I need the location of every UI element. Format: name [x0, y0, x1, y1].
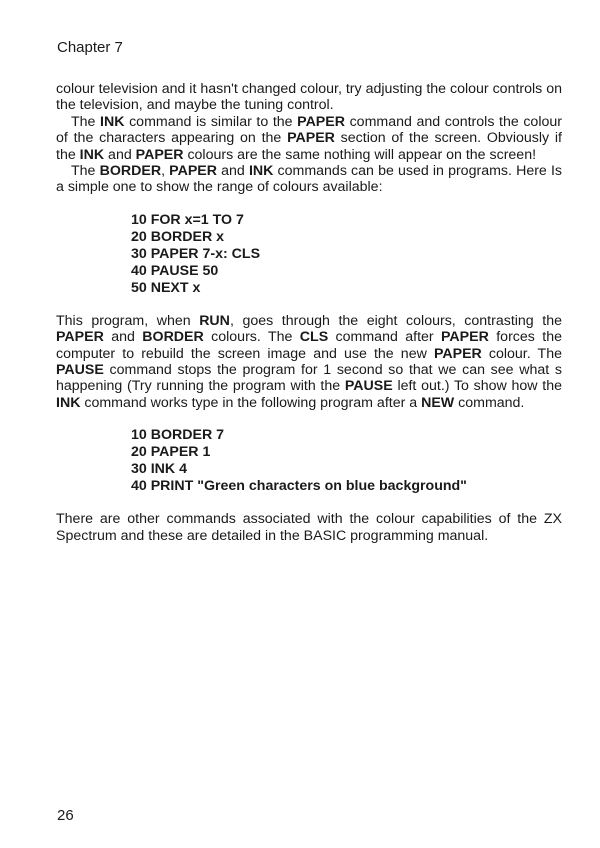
keyword: INK: [248, 163, 274, 180]
text-run: commands can be used in programs. Here Is a simple one to show the range of colours available:: [56, 163, 562, 196]
keyword: PAPER: [433, 345, 482, 362]
text-run: command and controls the colour of the characters appearing on the: [56, 113, 562, 147]
keyword: INK: [100, 113, 125, 130]
text-run: section of the screen. Obviously if the: [56, 130, 562, 163]
text-run: command.: [454, 394, 525, 411]
keyword: INK: [79, 146, 105, 163]
keyword: PAPER: [169, 163, 217, 180]
paragraph: [56, 163, 562, 196]
text-run: The: [71, 163, 100, 180]
paragraph: [56, 114, 562, 163]
text-run: left out.) To show how the: [392, 378, 562, 395]
text-run: ,: [161, 163, 170, 180]
code-line: 40 PRINT "Green characters on blue background": [131, 478, 467, 495]
text-run: and: [104, 146, 136, 163]
keyword: PAPER: [287, 130, 335, 147]
intro-paragraphs: [56, 81, 562, 196]
chapter-header: Chapter 7: [57, 39, 123, 56]
text-run: command is similar to the: [124, 113, 298, 130]
keyword: PAUSE: [56, 362, 104, 379]
keyword: PAPER: [297, 113, 345, 130]
text-run: This program, when: [56, 312, 200, 329]
keyword: BORDER: [142, 329, 204, 346]
code-line: 10 BORDER 7: [131, 427, 225, 444]
page-body: [56, 81, 562, 544]
text-run: forces the computer to rebuild the screen image and use the new: [56, 329, 562, 362]
text-run: colour television and it hasn't changed colour, try adjusting the colour controls on the television, and maybe the tuning control.: [56, 81, 562, 114]
keyword: RUN: [199, 312, 230, 329]
code-line: 50 NEXT x: [131, 279, 201, 296]
code-line: 30 PAPER 7-x: CLS: [131, 245, 261, 262]
text-run: There are other commands associated with the colour capabilities of the ZX Spectrum and these are detailed in the BASIC programming manual.: [56, 511, 562, 544]
text-run: command works type in the following program after a: [80, 394, 422, 411]
page-number: 26: [57, 807, 74, 824]
keyword: PAPER: [441, 329, 489, 346]
code-line: 20 BORDER x: [131, 228, 225, 245]
code-line: 20 PAPER 1: [131, 444, 211, 461]
text-run: command stops the program for 1 second so that we can see what s happening (Try running the program with the: [56, 362, 562, 395]
keyword: BORDER: [99, 163, 162, 180]
text-run: command after: [328, 329, 442, 346]
code-line: 10 FOR x=1 TO 7: [131, 211, 244, 228]
text-run: colours are the same nothing will appear on the screen!: [183, 146, 537, 163]
paragraph: [56, 81, 562, 114]
keyword: PAUSE: [344, 378, 393, 395]
text-run: and: [103, 329, 143, 346]
code-listing-ink-demo: [131, 427, 562, 495]
text-run: , goes through the eight colours, contrasting the: [229, 312, 562, 329]
closing-paragraph: [56, 511, 562, 544]
code-line: 40 PAUSE 50: [131, 262, 219, 279]
keyword: CLS: [299, 329, 329, 346]
text-run: colours. The: [203, 329, 300, 346]
keyword: NEW: [421, 394, 455, 411]
keyword: INK: [56, 394, 81, 411]
text-run: and: [217, 163, 249, 180]
code-listing-colour-range: [131, 212, 562, 297]
code-line: 30 INK 4: [131, 461, 187, 478]
closing-paragraph-container: [56, 511, 562, 544]
keyword: PAPER: [56, 329, 104, 346]
paragraph: [56, 313, 562, 411]
text-run: colour. The: [481, 345, 562, 362]
program-explanation: [56, 313, 562, 411]
keyword: PAPER: [135, 146, 184, 163]
text-run: The: [71, 113, 101, 130]
